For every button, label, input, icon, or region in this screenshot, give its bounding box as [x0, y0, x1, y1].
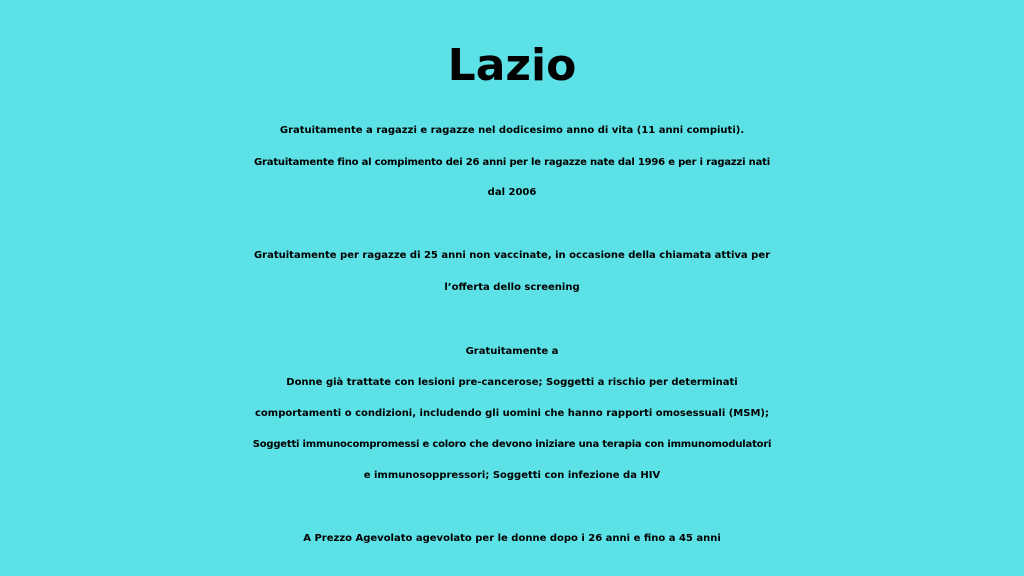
block3-line2: comportamenti o condizioni, includendo gli uomini che hanno rapporti omosessuali (MSM);	[255, 408, 769, 419]
slide-title: Lazio	[447, 40, 577, 91]
block3-line1: Donne già trattate con lesioni pre-cancerose; Soggetti a rischio per determinati	[286, 377, 738, 388]
block1-line1: Gratuitamente a ragazzi e ragazze nel dodicesimo anno di vita (11 anni compiuti).	[279, 125, 745, 136]
block1-line3: dal 2006	[487, 187, 537, 198]
block3-line3: Soggetti immunocompromessi e coloro che devono iniziare una terapia con immunomodulatori	[252, 439, 772, 450]
block3-heading: Gratuitamente a	[465, 346, 559, 357]
block2-line2: l’offerta dello screening	[444, 282, 580, 293]
block3-line4: e immunosoppressori; Soggetti con infezione da HIV	[363, 470, 661, 481]
block4-line1: A Prezzo Agevolato agevolato per le donne dopo i 26 anni e fino a 45 anni	[303, 533, 721, 544]
block2-line1: Gratuitamente per ragazze di 25 anni non vaccinate, in occasione della chiamata attiva per	[253, 250, 771, 261]
block1-line2: Gratuitamente fino al compimento dei 26 anni per le ragazze nate dal 1996 e per i ragazzi nati	[254, 157, 770, 168]
